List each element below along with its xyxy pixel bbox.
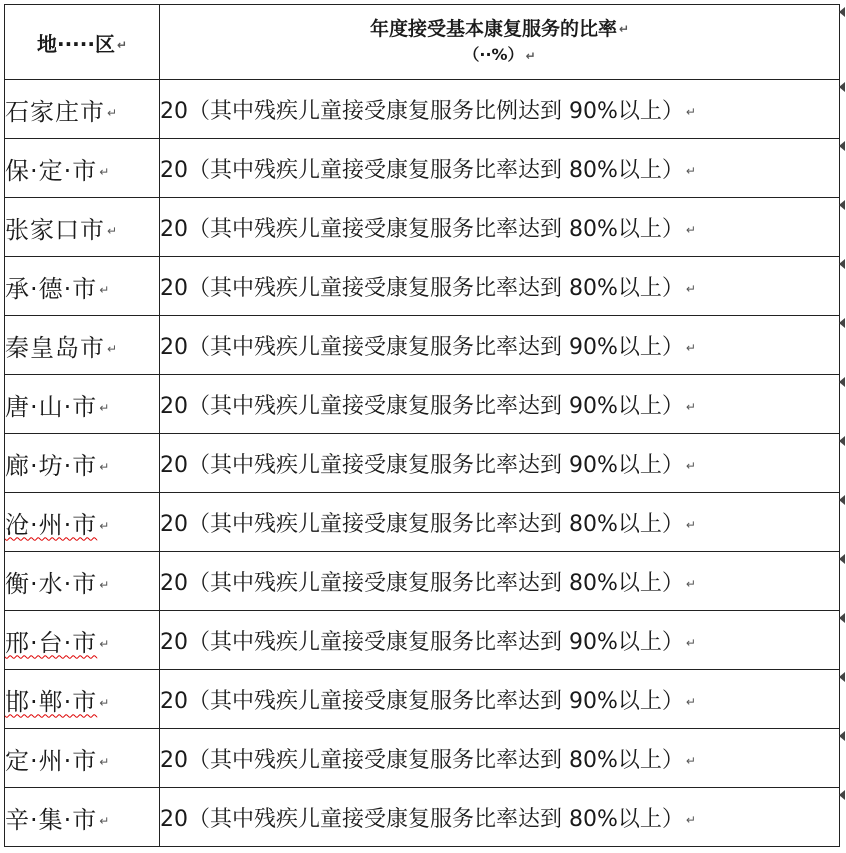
table-row [5, 434, 840, 493]
row-end-marker-icon [839, 259, 845, 269]
row-end-marker-icon [839, 200, 845, 210]
rate-text: 20（其中残疾儿童接受康复服务比率达到 90%以上） [160, 452, 684, 478]
paragraph-mark-icon: ↵ [685, 281, 696, 296]
paragraph-mark-icon: ↵ [685, 694, 696, 709]
row-end-marker-icon [839, 613, 845, 623]
region-cell [5, 493, 160, 552]
paragraph-mark-icon: ↵ [107, 105, 119, 120]
region-cell [5, 611, 160, 670]
region-cell [5, 139, 160, 198]
table-row [5, 611, 840, 670]
paragraph-mark-icon: ↵ [107, 223, 119, 238]
table-row [5, 375, 840, 434]
paragraph-mark-icon: ↵ [99, 164, 111, 179]
paragraph-mark-icon: ↵ [618, 22, 630, 36]
paragraph-mark-icon: ↵ [685, 576, 696, 591]
rate-cell [160, 788, 840, 847]
row-end-marker-icon [839, 82, 845, 92]
region-cell [5, 434, 160, 493]
table-row [5, 670, 840, 729]
region-name: 衡·水·市 [5, 569, 98, 598]
paragraph-mark-icon: ↵ [685, 753, 696, 768]
row-end-marker-icon [839, 7, 845, 17]
region-cell [5, 316, 160, 375]
row-end-marker-icon [839, 790, 845, 800]
rate-text: 20（其中残疾儿童接受康复服务比率达到 80%以上） [160, 570, 684, 596]
rate-text: 20（其中残疾儿童接受康复服务比率达到 90%以上） [160, 629, 684, 655]
rate-cell [160, 729, 840, 788]
rate-cell [160, 611, 840, 670]
header-rate-cell [160, 5, 840, 80]
paragraph-mark-icon: ↵ [685, 163, 696, 178]
region-name: 秦皇岛市 [5, 333, 105, 362]
rate-cell [160, 139, 840, 198]
rate-text: 20（其中残疾儿童接受康复服务比率达到 80%以上） [160, 275, 684, 301]
paragraph-mark-icon: ↵ [685, 635, 696, 650]
region-cell [5, 729, 160, 788]
rate-cell [160, 80, 840, 139]
rate-cell [160, 257, 840, 316]
header-rate-label: 年度接受基本康复服务的比率 [369, 17, 617, 40]
paragraph-mark-icon: ↵ [99, 282, 111, 297]
rate-text: 20（其中残疾儿童接受康复服务比例达到 90%以上） [160, 98, 684, 124]
table-row [5, 80, 840, 139]
rate-text: 20（其中残疾儿童接受康复服务比率达到 80%以上） [160, 806, 684, 832]
row-end-marker-icon [839, 731, 845, 741]
region-cell [5, 670, 160, 729]
rehab-rate-table [4, 4, 840, 847]
table-row [5, 552, 840, 611]
paragraph-mark-icon: ↵ [99, 400, 111, 415]
region-cell [5, 788, 160, 847]
paragraph-mark-icon: ↵ [99, 518, 111, 533]
row-end-marker-icon [839, 318, 845, 328]
rate-text: 20（其中残疾儿童接受康复服务比率达到 80%以上） [160, 747, 684, 773]
region-cell [5, 80, 160, 139]
header-region-cell [5, 5, 160, 80]
paragraph-mark-icon: ↵ [685, 517, 696, 532]
paragraph-mark-icon: ↵ [99, 754, 111, 769]
region-name: 张家口市 [5, 215, 105, 244]
table-row [5, 316, 840, 375]
rate-text: 20（其中残疾儿童接受康复服务比率达到 80%以上） [160, 157, 684, 183]
rate-text: 20（其中残疾儿童接受康复服务比率达到 80%以上） [160, 511, 684, 537]
region-name: 沧·州·市 [5, 510, 98, 539]
table-row [5, 729, 840, 788]
rate-cell [160, 198, 840, 257]
region-cell [5, 257, 160, 316]
table-header-row [5, 5, 840, 80]
paragraph-mark-icon: ↵ [99, 577, 111, 592]
rate-cell [160, 375, 840, 434]
paragraph-mark-icon: ↵ [116, 38, 128, 52]
paragraph-mark-icon: ↵ [107, 341, 119, 356]
paragraph-mark-icon: ↵ [685, 458, 696, 473]
region-cell [5, 198, 160, 257]
paragraph-mark-icon: ↵ [99, 813, 111, 828]
rate-cell [160, 670, 840, 729]
rate-cell [160, 552, 840, 611]
paragraph-mark-icon: ↵ [685, 812, 696, 827]
region-name: 邯·郸·市 [5, 687, 98, 716]
rate-text: 20（其中残疾儿童接受康复服务比率达到 90%以上） [160, 688, 684, 714]
region-name: 廊·坊·市 [5, 451, 98, 480]
paragraph-mark-icon: ↵ [685, 340, 696, 355]
rate-text: 20（其中残疾儿童接受康复服务比率达到 90%以上） [160, 334, 684, 360]
region-cell [5, 375, 160, 434]
paragraph-mark-icon: ↵ [99, 636, 111, 651]
region-name: 定·州·市 [5, 746, 98, 775]
table-row [5, 493, 840, 552]
table-row [5, 257, 840, 316]
row-end-marker-icon [839, 554, 845, 564]
header-rate-unit: （··%） [463, 45, 524, 64]
region-name: 邢·台·市 [5, 628, 98, 657]
rate-cell [160, 434, 840, 493]
row-end-marker-icon [839, 495, 845, 505]
paragraph-mark-icon: ↵ [685, 104, 696, 119]
table-row [5, 139, 840, 198]
table-row [5, 198, 840, 257]
row-end-marker-icon [839, 436, 845, 446]
paragraph-mark-icon: ↵ [685, 399, 696, 414]
row-end-marker-icon [839, 141, 845, 151]
region-name: 唐·山·市 [5, 392, 98, 421]
header-region-label: 地·····区 [36, 31, 115, 56]
paragraph-mark-icon: ↵ [99, 459, 111, 474]
paragraph-mark-icon: ↵ [685, 222, 696, 237]
rate-text: 20（其中残疾儿童接受康复服务比率达到 80%以上） [160, 216, 684, 242]
table-row [5, 788, 840, 847]
rate-cell [160, 493, 840, 552]
region-cell [5, 552, 160, 611]
region-name: 石家庄市 [5, 97, 105, 126]
paragraph-mark-icon: ↵ [99, 695, 111, 710]
row-end-marker-icon [839, 377, 845, 387]
rate-text: 20（其中残疾儿童接受康复服务比率达到 90%以上） [160, 393, 684, 419]
rate-cell [160, 316, 840, 375]
row-end-marker-icon [839, 672, 845, 682]
region-name: 承·德·市 [5, 274, 98, 303]
region-name: 保·定·市 [5, 156, 98, 185]
paragraph-mark-icon: ↵ [525, 48, 536, 63]
region-name: 辛·集·市 [5, 805, 98, 834]
